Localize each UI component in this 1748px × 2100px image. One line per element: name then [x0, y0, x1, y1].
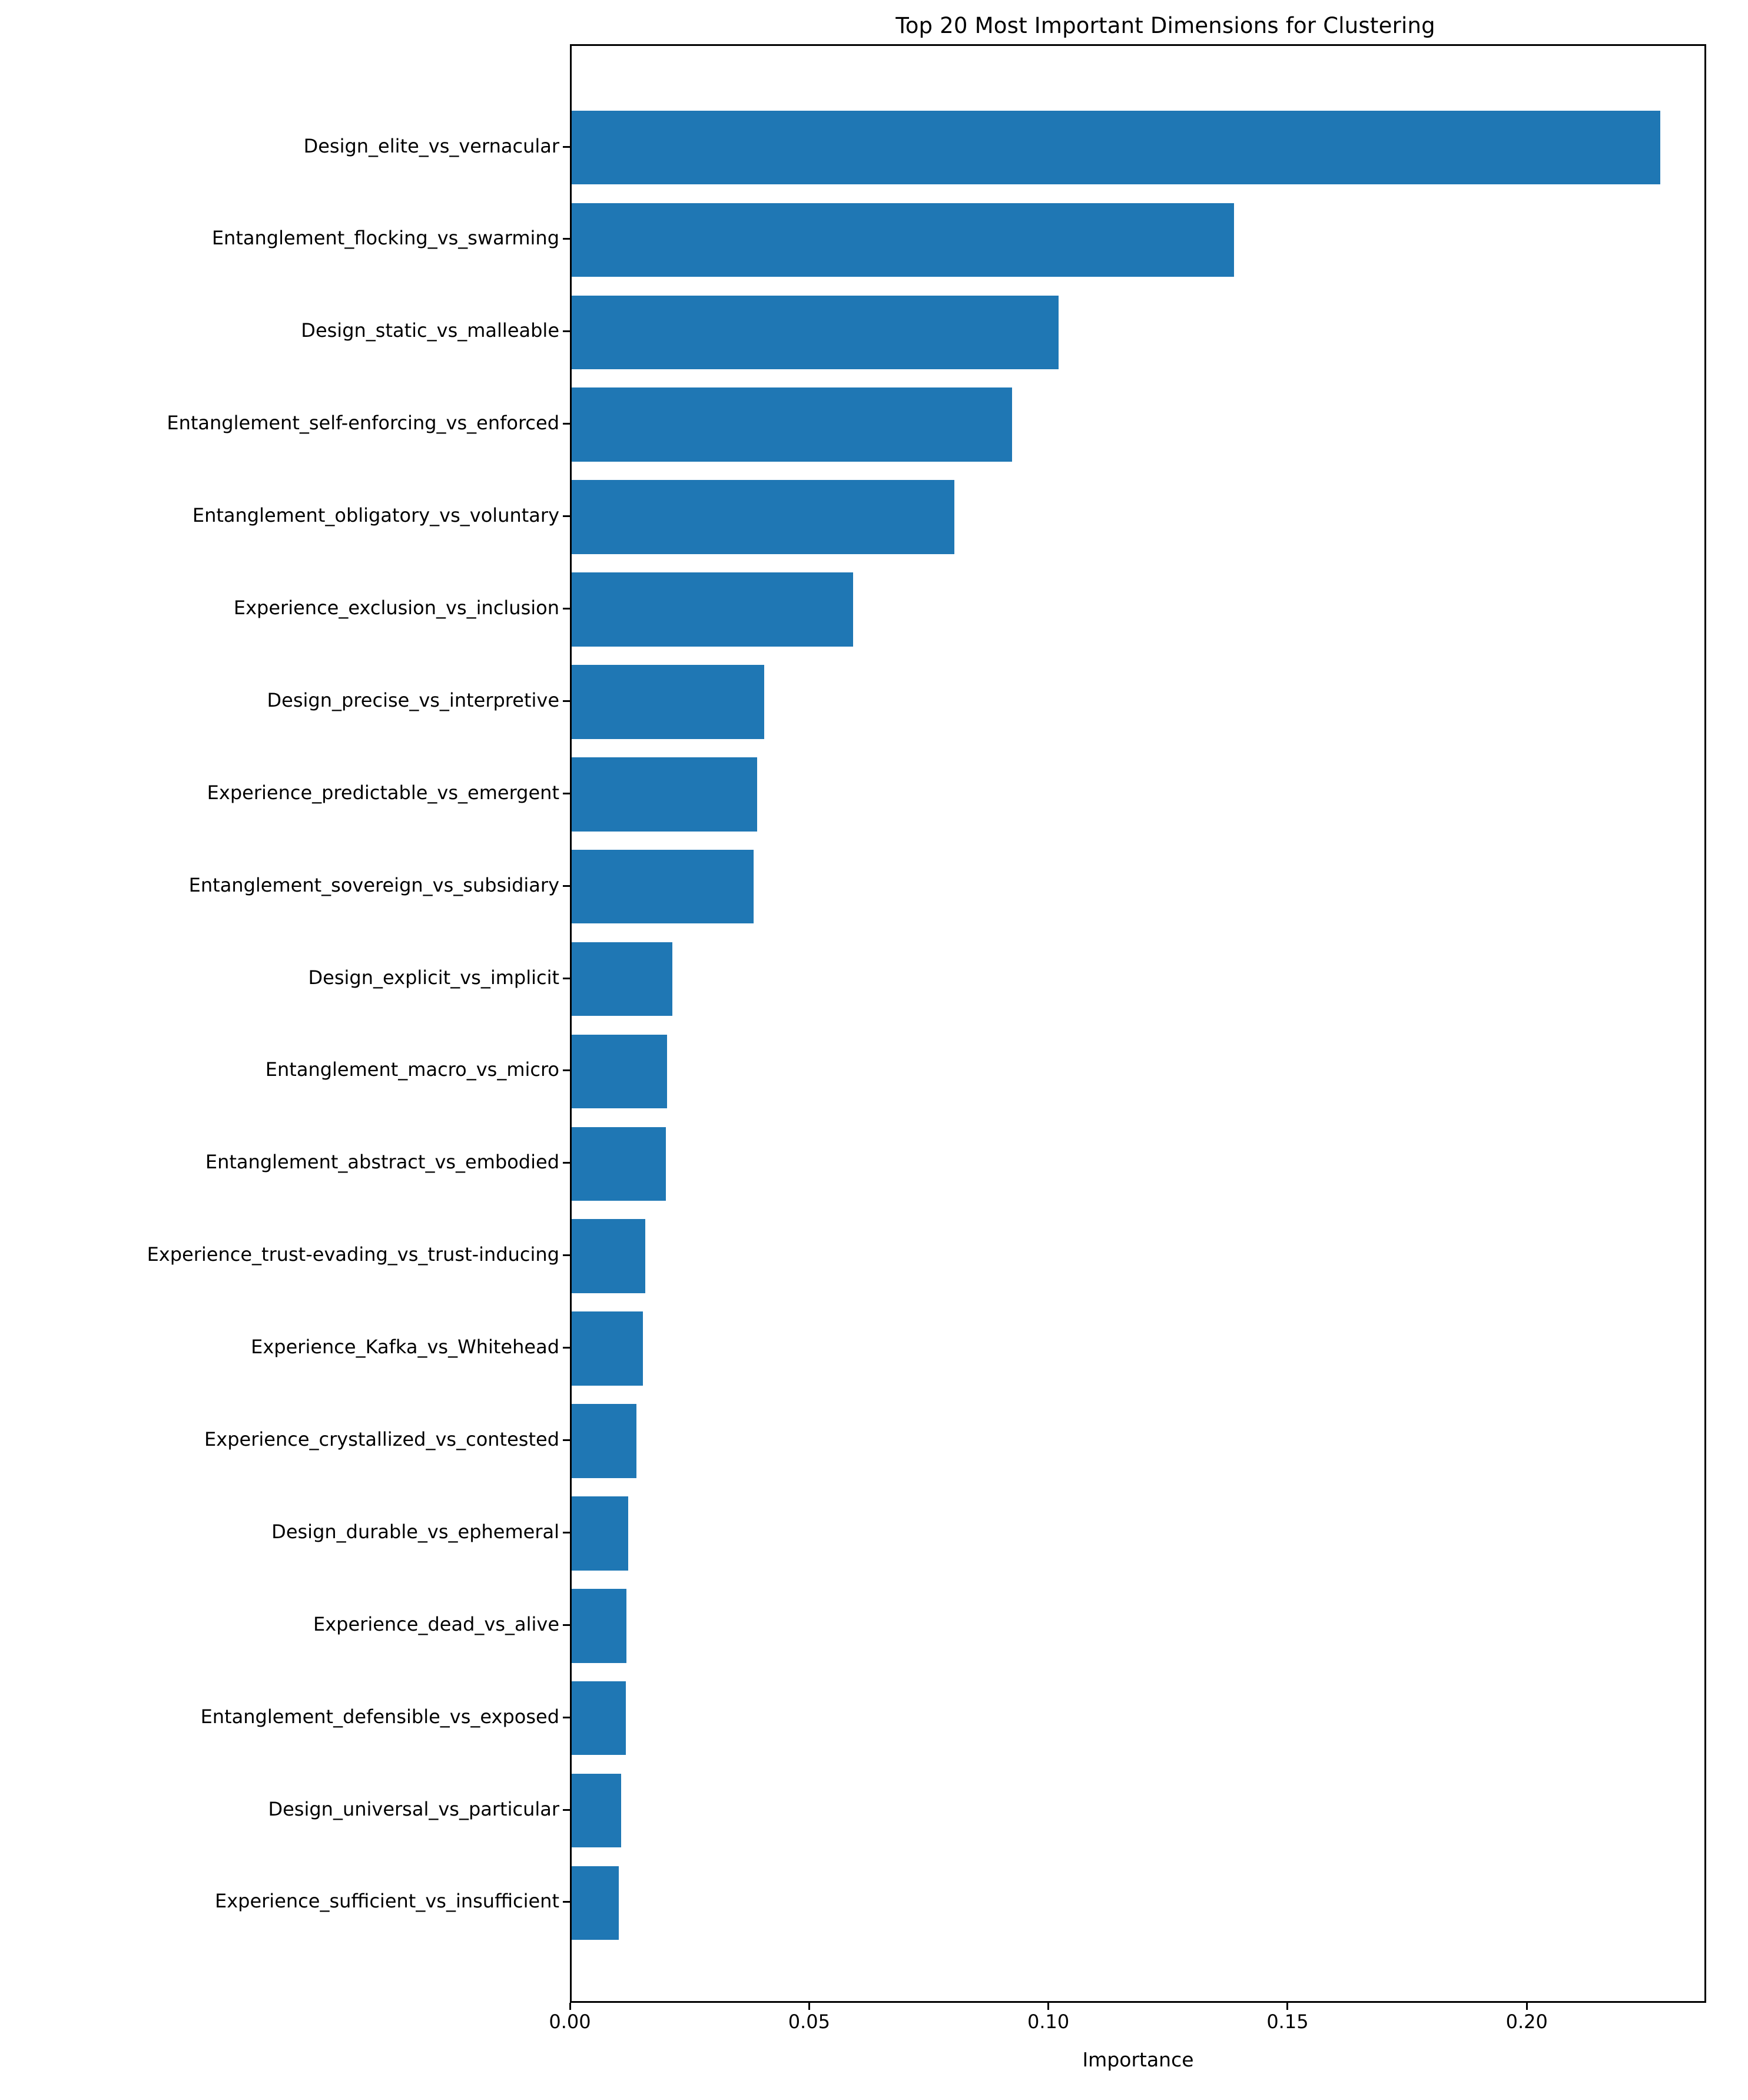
bar — [572, 1496, 628, 1571]
y-tick-mark — [563, 238, 570, 240]
bar-row — [572, 1681, 1704, 1755]
y-tick-label: Experience_crystallized_vs_contested — [204, 1427, 559, 1450]
y-tick-mark — [563, 1532, 570, 1533]
y-tick-mark — [563, 1069, 570, 1071]
bar-row — [572, 1311, 1704, 1386]
y-tick-mark — [563, 1254, 570, 1256]
y-tick-mark — [563, 978, 570, 979]
bar — [572, 1311, 643, 1386]
bar — [572, 1127, 666, 1201]
bar — [572, 942, 672, 1016]
y-tick-label: Experience_sufficient_vs_insufficient — [214, 1890, 559, 1913]
x-tick-mark — [1047, 2003, 1049, 2010]
y-tick-label: Experience_exclusion_vs_inclusion — [233, 597, 559, 619]
bar-row — [572, 1035, 1704, 1109]
bar — [572, 1219, 645, 1293]
y-tick-label: Experience_Kafka_vs_Whitehead — [251, 1336, 559, 1359]
x-tick-label: 0.15 — [1266, 2010, 1309, 2033]
y-tick-label: Entanglement_macro_vs_micro — [265, 1058, 559, 1081]
y-tick-label: Entanglement_sovereign_vs_subsidiary — [188, 873, 559, 896]
y-tick-label: Entanglement_obligatory_vs_voluntary — [192, 504, 559, 527]
bar-row — [572, 480, 1704, 554]
y-tick-mark — [563, 1717, 570, 1718]
bar-row — [572, 1496, 1704, 1571]
bar-row — [572, 203, 1704, 277]
chart-title: Top 20 Most Important Dimensions for Clustering — [895, 13, 1435, 38]
y-tick-label: Design_universal_vs_particular — [268, 1797, 559, 1820]
bar-row — [572, 850, 1704, 924]
y-tick-mark — [563, 1624, 570, 1626]
bar — [572, 480, 954, 554]
bar — [572, 665, 764, 739]
bar-row — [572, 1774, 1704, 1848]
bar-row — [572, 387, 1704, 462]
y-tick-label: Entanglement_defensible_vs_exposed — [200, 1705, 559, 1728]
bar — [572, 296, 1059, 370]
x-tick-label: 0.20 — [1505, 2010, 1548, 2033]
x-tick-label: 0.05 — [788, 2010, 830, 2033]
y-tick-mark — [563, 1439, 570, 1441]
bar-row — [572, 1127, 1704, 1201]
bar — [572, 1035, 667, 1109]
bar — [572, 1404, 636, 1478]
y-tick-mark — [563, 793, 570, 794]
y-tick-label: Experience_dead_vs_alive — [313, 1612, 559, 1635]
bar — [572, 757, 757, 832]
bar-row — [572, 111, 1704, 185]
bar-row — [572, 1866, 1704, 1940]
bar-row — [572, 757, 1704, 832]
y-tick-mark — [563, 1347, 570, 1349]
y-tick-label: Experience_trust-evading_vs_trust-inducing — [147, 1243, 559, 1266]
bar-row — [572, 1404, 1704, 1478]
bar — [572, 203, 1234, 277]
y-tick-label: Entanglement_flocking_vs_swarming — [211, 227, 559, 250]
x-axis-label: Importance — [1082, 2048, 1194, 2071]
bar-row — [572, 665, 1704, 739]
bar-row — [572, 1589, 1704, 1663]
x-tick-mark — [1526, 2003, 1528, 2010]
bars-container — [572, 46, 1704, 2001]
plot-axes — [570, 44, 1706, 2003]
y-tick-label: Design_static_vs_malleable — [301, 319, 559, 342]
y-tick-mark — [563, 608, 570, 610]
y-tick-mark — [563, 423, 570, 425]
y-tick-label: Design_explicit_vs_implicit — [308, 966, 559, 989]
bar — [572, 111, 1660, 185]
bar — [572, 1774, 621, 1848]
y-tick-mark — [563, 515, 570, 517]
bar — [572, 1866, 619, 1940]
y-tick-label: Design_precise_vs_interpretive — [267, 688, 559, 711]
y-tick-label: Experience_predictable_vs_emergent — [207, 781, 559, 804]
y-tick-label: Design_elite_vs_vernacular — [303, 134, 559, 157]
x-tick-mark — [569, 2003, 571, 2010]
x-tick-mark — [1286, 2003, 1288, 2010]
y-tick-mark — [563, 1901, 570, 1903]
y-tick-label: Design_durable_vs_ephemeral — [271, 1520, 559, 1543]
bar-row — [572, 942, 1704, 1016]
y-tick-label: Entanglement_abstract_vs_embodied — [205, 1151, 559, 1174]
bar — [572, 1681, 626, 1755]
y-tick-label: Entanglement_self-enforcing_vs_enforced — [167, 412, 559, 435]
bar-row — [572, 296, 1704, 370]
bar — [572, 1589, 626, 1663]
y-tick-mark — [563, 700, 570, 702]
bar — [572, 387, 1012, 462]
y-tick-mark — [563, 146, 570, 148]
x-tick-label: 0.10 — [1027, 2010, 1070, 2033]
bar — [572, 850, 754, 924]
y-tick-mark — [563, 885, 570, 887]
bar — [572, 572, 853, 647]
y-tick-mark — [563, 1809, 570, 1811]
bar-row — [572, 572, 1704, 647]
bar-row — [572, 1219, 1704, 1293]
x-tick-mark — [808, 2003, 810, 2010]
y-tick-mark — [563, 330, 570, 332]
y-tick-mark — [563, 1162, 570, 1164]
x-tick-label: 0.00 — [549, 2010, 591, 2033]
